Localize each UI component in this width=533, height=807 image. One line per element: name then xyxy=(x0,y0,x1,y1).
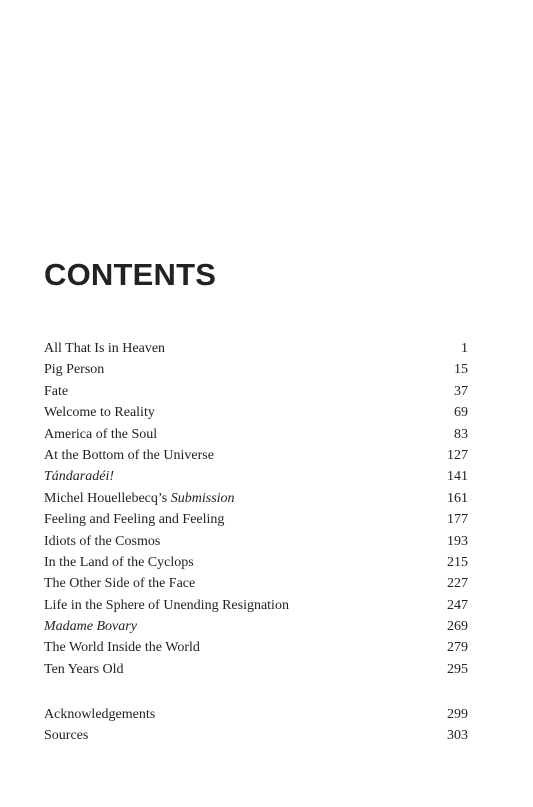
toc-entry-title: Ten Years Old xyxy=(44,661,124,677)
toc-entry[interactable] xyxy=(44,531,468,552)
toc-entry-title: Welcome to Reality xyxy=(44,405,155,421)
toc-entry-title: Fate xyxy=(44,383,69,399)
toc-entry-page: 193 xyxy=(447,533,468,549)
toc-entry-page: 303 xyxy=(447,728,468,744)
toc-entry-title: Madame Bovary xyxy=(44,619,137,635)
toc-entry-page: 299 xyxy=(447,707,468,722)
toc-entry-page: 161 xyxy=(447,490,468,506)
toc-entry[interactable] xyxy=(44,704,468,725)
toc-entry-title: Acknowledgements xyxy=(44,707,156,722)
toc-entry-title-italic: Submission xyxy=(170,490,235,506)
toc-entry-title: The World Inside the World xyxy=(44,640,200,656)
toc-entry[interactable] xyxy=(44,402,468,423)
toc-entry-title: The Other Side of the Face xyxy=(44,576,196,592)
toc-entry-page: 69 xyxy=(454,405,468,421)
toc-entry[interactable] xyxy=(44,381,468,402)
toc-entry[interactable] xyxy=(44,488,468,509)
toc-entry-page: 15 xyxy=(454,362,468,378)
toc-entry[interactable] xyxy=(44,552,468,573)
toc-entry[interactable] xyxy=(44,637,468,658)
toc-entry[interactable] xyxy=(44,338,468,359)
toc-entry[interactable] xyxy=(44,595,468,616)
toc-entry-page: 295 xyxy=(447,661,468,677)
toc-entry-title: America of the Soul xyxy=(44,426,158,442)
toc-entry-page: 141 xyxy=(447,469,468,485)
toc-entry-page: 215 xyxy=(447,554,468,570)
toc-entry-page: 279 xyxy=(447,640,468,656)
toc-entry[interactable] xyxy=(44,359,468,380)
toc-list xyxy=(44,338,468,680)
toc-entry-title: Sources xyxy=(44,728,89,744)
toc-entry-title: Pig Person xyxy=(44,362,105,378)
toc-entry-page: 1 xyxy=(461,341,468,356)
toc-entry-title: In the Land of the Cyclops xyxy=(44,554,194,570)
toc-entry-page: 269 xyxy=(447,619,468,635)
toc-entry-title: Feeling and Feeling and Feeling xyxy=(44,512,225,528)
toc-entry-title: Life in the Sphere of Unending Resignation xyxy=(44,597,289,613)
toc-entry[interactable] xyxy=(44,659,468,680)
toc-entry[interactable] xyxy=(44,466,468,487)
toc-entry-title xyxy=(44,488,235,509)
toc-entry[interactable] xyxy=(44,573,468,594)
toc-entry-title-prefix: Michel Houellebecq’s xyxy=(44,490,171,506)
toc-entry-page: 247 xyxy=(447,597,468,613)
toc-entry-title: All That Is in Heaven xyxy=(44,341,166,356)
toc-entry-title: Tándaradéi! xyxy=(44,469,114,485)
toc-entry-page: 177 xyxy=(447,512,468,528)
toc-entry-title: At the Bottom of the Universe xyxy=(44,447,214,463)
page-title: CONTENTS xyxy=(44,257,217,292)
toc-entry[interactable] xyxy=(44,445,468,466)
toc-entry[interactable] xyxy=(44,509,468,530)
toc-entry[interactable] xyxy=(44,616,468,637)
toc-entry-page: 227 xyxy=(447,576,468,592)
toc-entry[interactable] xyxy=(44,725,468,746)
toc-entry-page: 83 xyxy=(454,426,468,442)
toc-entry-page: 127 xyxy=(447,447,468,463)
toc-entry[interactable] xyxy=(44,424,468,445)
back-matter-list xyxy=(44,704,468,747)
toc-entry-page: 37 xyxy=(454,383,468,399)
toc-entry-title: Idiots of the Cosmos xyxy=(44,533,161,549)
